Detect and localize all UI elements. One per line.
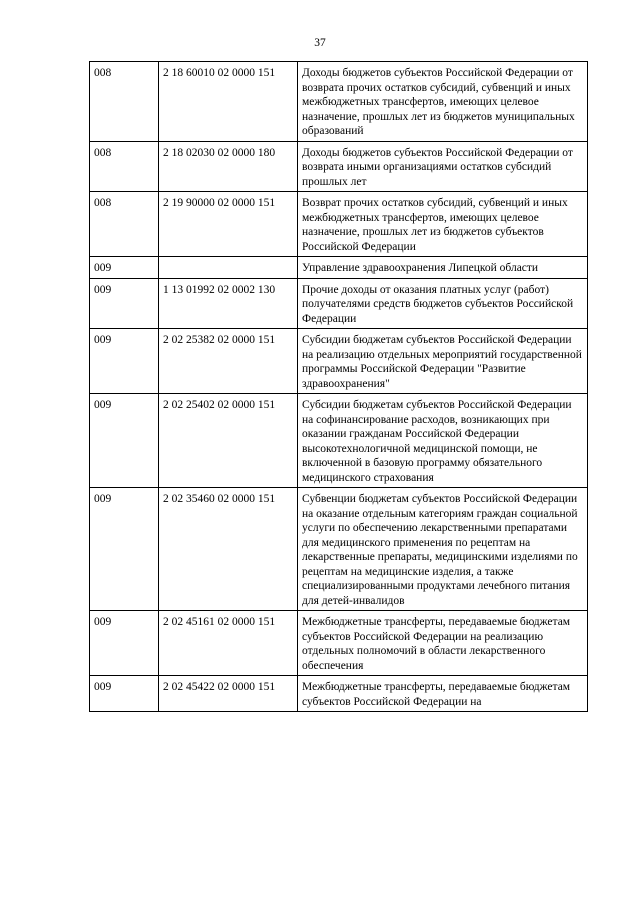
- revenue-name-cell: Возврат прочих остатков субсидий, субвенций и иных межбюджетных трансфертов, имеющих целевое назначение, прошлых лет из бюджетов субъектов Российской Федерации: [298, 192, 588, 257]
- kbk-code-cell: [159, 257, 298, 279]
- revenue-name-cell: Управление здравоохранения Липецкой области: [298, 257, 588, 279]
- table-row: [90, 278, 588, 329]
- page-number: 37: [314, 37, 326, 49]
- kbk-code-cell: 2 02 25402 02 0000 151: [159, 394, 298, 488]
- table-row: [90, 257, 588, 279]
- table-row: [90, 329, 588, 394]
- admin-code-cell: 008: [90, 192, 159, 257]
- admin-code-cell: 009: [90, 394, 159, 488]
- table-row: [90, 676, 588, 712]
- revenue-name-cell: Субсидии бюджетам субъектов Российской Федерации на софинансирование расходов, возникающих при оказании гражданам Российской Федерации высокотехнологичной медицинской помощи, не включенной в базовую программу обязательного медицинского страхования: [298, 394, 588, 488]
- kbk-code-cell: 2 02 45161 02 0000 151: [159, 611, 298, 676]
- admin-code-cell: 009: [90, 329, 159, 394]
- kbk-code-cell: 2 18 60010 02 0000 151: [159, 62, 298, 142]
- kbk-code-cell: 1 13 01992 02 0002 130: [159, 278, 298, 329]
- kbk-code-cell: 2 02 35460 02 0000 151: [159, 488, 298, 611]
- admin-code-cell: 009: [90, 278, 159, 329]
- kbk-code-cell: 2 02 45422 02 0000 151: [159, 676, 298, 712]
- kbk-code-cell: 2 19 90000 02 0000 151: [159, 192, 298, 257]
- table-row: [90, 611, 588, 676]
- table-row: [90, 394, 588, 488]
- admin-code-cell: 009: [90, 488, 159, 611]
- revenue-name-cell: Субвенции бюджетам субъектов Российской Федерации на оказание отдельным категориям граждан социальной услуги по обеспечению лекарственными препаратами для медицинского применения по рецептам на лекарственные препараты, медицинскими изделиями по рецептам на медицинские изделия, а также специализированными продуктами лечебного питания для детей-инвалидов: [298, 488, 588, 611]
- admin-code-cell: 008: [90, 141, 159, 192]
- admin-code-cell: 009: [90, 611, 159, 676]
- revenue-classification-table: [89, 61, 588, 712]
- table-row: [90, 141, 588, 192]
- revenue-name-cell: Межбюджетные трансферты, передаваемые бюджетам субъектов Российской Федерации на: [298, 676, 588, 712]
- table-row: [90, 488, 588, 611]
- table-row: [90, 62, 588, 142]
- revenue-name-cell: Межбюджетные трансферты, передаваемые бюджетам субъектов Российской Федерации на реализацию отдельных полномочий в области лекарственного обеспечения: [298, 611, 588, 676]
- revenue-name-cell: Доходы бюджетов субъектов Российской Федерации от возврата прочих остатков субсидий, субвенций и иных межбюджетных трансфертов, имеющих целевое назначение, прошлых лет из бюджетов муниципальных образований: [298, 62, 588, 142]
- admin-code-cell: 009: [90, 257, 159, 279]
- table-row: [90, 192, 588, 257]
- revenue-name-cell: Доходы бюджетов субъектов Российской Федерации от возврата иными организациями остатков субсидий прошлых лет: [298, 141, 588, 192]
- revenue-name-cell: Прочие доходы от оказания платных услуг (работ) получателями средств бюджетов субъектов Российской Федерации: [298, 278, 588, 329]
- admin-code-cell: 008: [90, 62, 159, 142]
- admin-code-cell: 009: [90, 676, 159, 712]
- revenue-name-cell: Субсидии бюджетам субъектов Российской Федерации на реализацию отдельных мероприятий государственной программы Российской Федерации "Развитие здравоохранения": [298, 329, 588, 394]
- kbk-code-cell: 2 18 02030 02 0000 180: [159, 141, 298, 192]
- kbk-code-cell: 2 02 25382 02 0000 151: [159, 329, 298, 394]
